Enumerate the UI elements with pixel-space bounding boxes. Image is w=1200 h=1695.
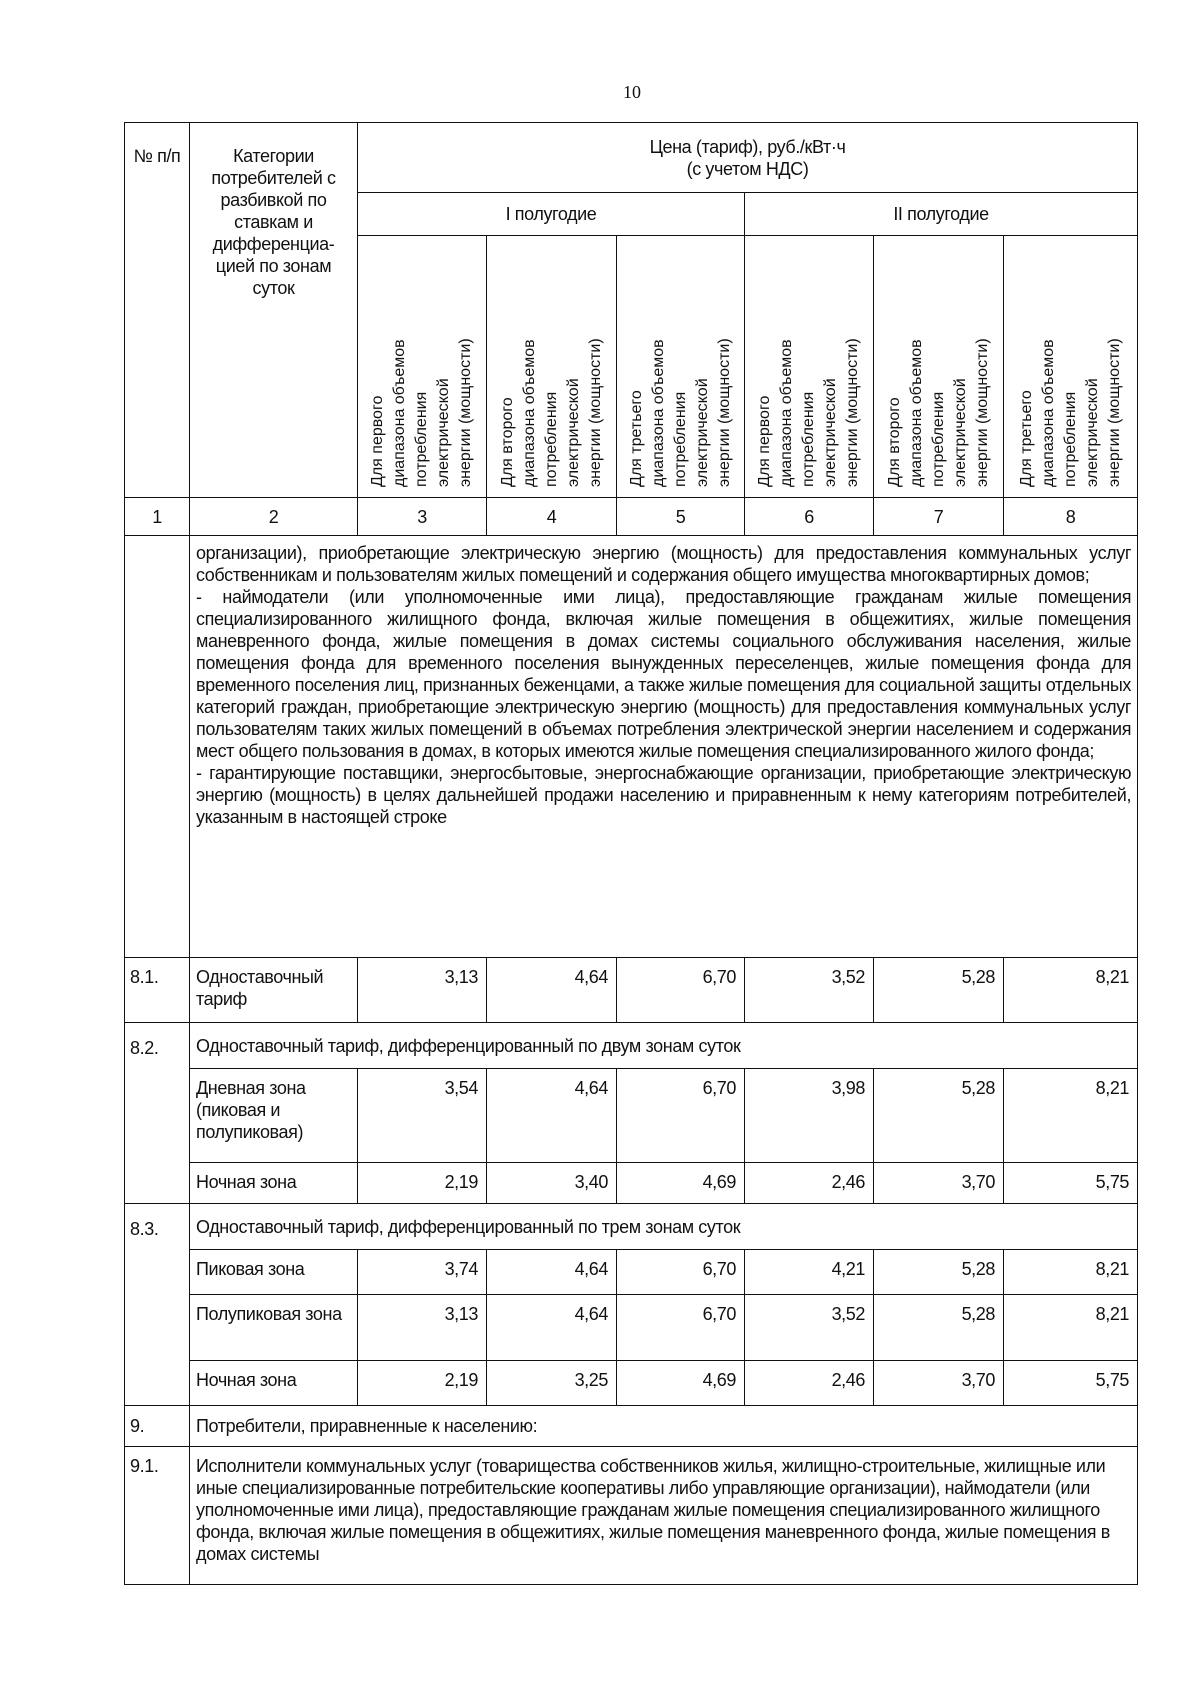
header-range — [358, 236, 487, 498]
page-number: 10 — [623, 82, 641, 102]
value-cell: 6,70 — [617, 1250, 745, 1295]
value-cell: 5,75 — [1004, 1361, 1138, 1406]
value-cell: 2,46 — [745, 1163, 874, 1204]
row-title: Одноставочный тариф, дифференцированный по трем зонам суток — [190, 1204, 1138, 1250]
header-range — [874, 236, 1004, 498]
column-numbers-row — [125, 498, 1138, 536]
header-number: № п/п — [125, 123, 190, 498]
header-range — [1004, 236, 1138, 498]
column-number: 8 — [1004, 498, 1138, 536]
value-cell: 3,74 — [358, 1250, 487, 1295]
column-number: 3 — [358, 498, 487, 536]
value-cell: 3,40 — [487, 1163, 617, 1204]
table-row — [125, 1250, 1138, 1295]
column-number: 2 — [190, 498, 358, 536]
header-range-text: Для третьего диапазона объемов потребления электрической энергии (мощности) — [1017, 338, 1123, 487]
row-label: Ночная зона — [190, 1163, 358, 1204]
value-cell: 5,28 — [874, 1250, 1004, 1295]
header-range-text: Для первого диапазона объемов потребления электрической энергии (мощности) — [756, 338, 861, 487]
table-row — [125, 1069, 1138, 1163]
row-label: Полупиковая зона — [190, 1295, 358, 1361]
row-number: 8.2. — [125, 1023, 190, 1204]
header-category: Категории потребителей с разбивкой по ставкам и дифференциа-цией по зонам суток — [190, 123, 358, 498]
table-row — [125, 1204, 1138, 1250]
row-label: Пиковая зона — [190, 1250, 358, 1295]
value-cell: 3,70 — [874, 1361, 1004, 1406]
value-cell: 5,28 — [874, 958, 1004, 1023]
table-row — [125, 1406, 1138, 1447]
row-title: Потребители, приравненные к населению: — [190, 1406, 1138, 1447]
header-range — [487, 236, 617, 498]
table-row — [125, 1163, 1138, 1204]
header-range — [617, 236, 745, 498]
column-number: 5 — [617, 498, 745, 536]
row-text: Исполнители коммунальных услуг (товарищества собственников жилья, жилищно-строительные, жилищные или иные специализированные потребительские кооперативы либо управляющие организации), наймодатели (или уполномоченные ими лица), предоставляющие гражданам жилые помещения специализированного жилищного фонда, включая жилые помещения в общежитиях, жилые помещения маневренного фонда, жилые помещения в домах системы — [190, 1447, 1138, 1585]
value-cell: 4,69 — [617, 1163, 745, 1204]
value-cell: 6,70 — [617, 958, 745, 1023]
header-range-text: Для второго диапазона объемов потребления электрической энергии (мощности) — [498, 338, 604, 487]
value-cell: 2,19 — [358, 1163, 487, 1204]
header-range — [745, 236, 874, 498]
column-number: 6 — [745, 498, 874, 536]
value-cell: 4,21 — [745, 1250, 874, 1295]
row-number: 8.3. — [125, 1204, 190, 1406]
column-number: 7 — [874, 498, 1004, 536]
value-cell: 3,52 — [745, 958, 874, 1023]
value-cell: 3,13 — [358, 1295, 487, 1361]
paragraph: - наймодатели (или уполномоченные ими лица), предоставляющие гражданам жилые помещения специализированного жилищного фонда, включая жилые помещения в общежитиях, жилые помещения маневренного фонда, жилые помещения в домах системы социального обслуживания населения, жилые помещения фонда для временного поселения вынужденных переселенцев, жилые помещения фонда для временного поселения лиц, признанных беженцами, а также жилые помещения для социальной защиты отдельных категорий граждан, приобретающие электрическую энергию (мощность) для предоставления коммунальных услуг пользователям таких жилых помещений в объемах потребления электрической энергии населением и содержания мест общего пользования в домах, в которых имеются жилые помещения специализированного жилого фонда; — [196, 587, 1132, 761]
value-cell: 3,98 — [745, 1069, 874, 1163]
empty-cell — [125, 536, 190, 958]
value-cell: 4,64 — [487, 1295, 617, 1361]
value-cell: 3,13 — [358, 958, 487, 1023]
value-cell: 8,21 — [1004, 1250, 1138, 1295]
value-cell: 8,21 — [1004, 1069, 1138, 1163]
header-range-text: Для третьего диапазона объемов потребления электрической энергии (мощности) — [627, 338, 733, 487]
header-price — [358, 123, 1138, 193]
value-cell: 8,21 — [1004, 1295, 1138, 1361]
continuation-row — [125, 536, 1138, 958]
value-cell: 3,52 — [745, 1295, 874, 1361]
header-range-text: Для второго диапазона объемов потребления электрической энергии (мощности) — [885, 338, 991, 487]
table-row — [125, 1023, 1138, 1069]
value-cell: 6,70 — [617, 1295, 745, 1361]
tariff-table — [124, 122, 1138, 1585]
continuation-text — [190, 536, 1138, 958]
row-title: Одноставочный тариф, дифференцированный по двум зонам суток — [190, 1023, 1138, 1069]
table-row — [125, 1295, 1138, 1361]
value-cell: 3,54 — [358, 1069, 487, 1163]
value-cell: 8,21 — [1004, 958, 1138, 1023]
row-number: 9. — [125, 1406, 190, 1447]
value-cell: 5,28 — [874, 1069, 1004, 1163]
value-cell: 2,46 — [745, 1361, 874, 1406]
value-cell: 4,69 — [617, 1361, 745, 1406]
value-cell: 3,25 — [487, 1361, 617, 1406]
header-half-2: II полугодие — [745, 193, 1138, 236]
header-price-title: Цена (тариф), руб./кВт·ч — [649, 136, 846, 157]
column-number: 1 — [125, 498, 190, 536]
row-number: 8.1. — [125, 958, 190, 1023]
value-cell: 4,64 — [487, 1069, 617, 1163]
paragraph: организации), приобретающие электрическую энергию (мощность) для предоставления коммунальных услуг собственникам и пользователям жилых помещений и содержания общего имущества многоквартирных домов; — [196, 543, 1132, 585]
value-cell: 4,64 — [487, 1250, 617, 1295]
table-row — [125, 1361, 1138, 1406]
value-cell: 5,28 — [874, 1295, 1004, 1361]
value-cell: 2,19 — [358, 1361, 487, 1406]
value-cell: 4,64 — [487, 958, 617, 1023]
header-range-text: Для первого диапазона объемов потребления электрической энергии (мощности) — [369, 338, 474, 487]
value-cell: 5,75 — [1004, 1163, 1138, 1204]
value-cell: 3,70 — [874, 1163, 1004, 1204]
row-number: 9.1. — [125, 1447, 190, 1585]
paragraph: - гарантирующие поставщики, энергосбытовые, энергоснабжающие организации, приобретающие электрическую энергию (мощность) в целях дальнейшей продажи населению и приравненным к нему категориям потребителей, указанным в настоящей строке — [196, 763, 1132, 827]
table-row — [125, 1447, 1138, 1585]
header-price-vat: (с учетом НДС) — [686, 158, 809, 179]
value-cell: 6,70 — [617, 1069, 745, 1163]
table-row — [125, 958, 1138, 1023]
header-half-1: I полугодие — [358, 193, 745, 236]
column-number: 4 — [487, 498, 617, 536]
row-label: Дневная зона (пиковая и полупиковая) — [190, 1069, 358, 1163]
row-label: Ночная зона — [190, 1361, 358, 1406]
row-label: Одноставочный тариф — [190, 958, 358, 1023]
